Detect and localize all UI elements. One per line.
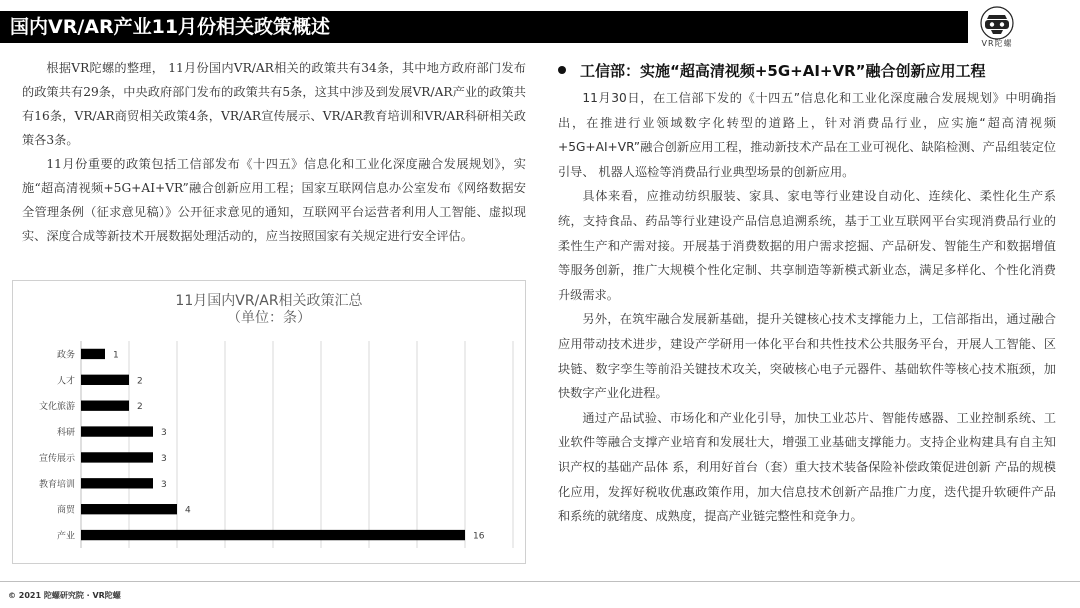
detail-paragraph-2: 具体来看，应推动纺织服装、家具、家电等行业建设自动化、连续化、柔性化生产系统，支持食品、药品等行业建设产品信息追溯系统，基于工业互联网平台实现消费品行业的柔性生产和产需对接。开展基于消费数据的用户需求挖掘、产品研发、智能生产和数据增值等服务创新，推广大规模个性化定制、共享制造等新模式新业态，满足多样化、个性化消费升级需求。: [558, 189, 1056, 302]
bullet-icon: [558, 66, 566, 74]
value-label: 3: [161, 453, 167, 464]
category-label: 宣传展示: [38, 453, 75, 464]
intro-paragraph-1: 根据VR陀螺的整理， 11月份国内VR/AR相关的政策共有34条，其中地方政府部门发布的政策共有29条，中央政府部门发布的政策共有5条，这其中涉及到发展VR/AR产业的政策共有16条，VR/AR商贸相关政策4条，VR/AR宣传展示、VR/AR教育培训和VR/AR科研相关政策各3条。: [22, 61, 526, 147]
vr-headset-logo-icon: [972, 6, 1022, 40]
category-label: 政务: [56, 350, 75, 361]
bar: [81, 401, 129, 411]
bar: [81, 426, 153, 436]
title-bar: [0, 11, 968, 43]
value-label: 2: [137, 376, 143, 387]
category-label: 人才: [56, 376, 75, 387]
bar: [81, 530, 465, 540]
bar: [81, 504, 177, 514]
bar: [81, 478, 153, 488]
value-label: 3: [161, 428, 167, 439]
value-label: 3: [161, 479, 167, 490]
intro-paragraph-2: 11月份重要的政策包括工信部发布《十四五》信息化和工业化深度融合发展规划》，实施“超高清视频+5G+AI+VR”融合创新应用工程；国家互联网信息办公室发布《网络数据安全管理条例（征求意见稿）》公开征求意见的通知，互联网平台运营者利用人工智能、虚拟现实、深度合成等新技术开展数据处理活动的，应当按照国家有关规定进行安全评估。: [22, 157, 526, 243]
intro-text: [22, 56, 526, 248]
footer-copyright: © 2021 陀螺研究院 · VR陀螺: [8, 591, 121, 600]
category-label: 科研: [56, 428, 75, 439]
detail-section: [558, 60, 1056, 529]
chart-subtitle: （单位：条）: [227, 310, 311, 326]
category-label: 文化旅游: [38, 402, 75, 413]
detail-paragraph-4: 通过产品试验、市场化和产业化引导，加快工业芯片、智能传感器、工业控制系统、工业软件等融合支撑产业培育和发展壮大，增强工业基础支撑能力。支持企业构建具有自主知识产权的基础产品体 系，利用好首台（套）重大技术装备保险补偿政策促进创新 产品的规模化应用，发挥好税收优惠政策作用，加大信息技术创新产品推广力度，迭代提升软硬件产品和系统的就绪度、成熟度，提高产业链完整性和竞争力。: [558, 410, 1056, 524]
category-label: 商贸: [56, 505, 75, 516]
page-title: 国内VR/AR产业11月份相关政策概述: [10, 16, 331, 38]
footer-divider: [0, 581, 1080, 582]
detail-paragraph-1: 11月30日，在工信部下发的《十四五”信息化和工业化深度融合发展规划》中明确指出，在推进行业领域数字化转型的道路上，针对消费品行业，应实施“超高清视频+5G+AI+VR”融合创新应用工程，推动新技术产品在工业可视化、缺陷检测、产品组装定位引导、 机器人巡检等消费品行业典型场景的创新应用。: [558, 91, 1056, 179]
logo-text: VR陀螺: [981, 39, 1013, 48]
section-heading: [558, 60, 1056, 82]
chart-svg: [13, 281, 525, 563]
bar: [81, 375, 129, 385]
value-label: 16: [473, 531, 485, 542]
chart-grid: [81, 341, 513, 548]
policy-summary-chart: [12, 280, 526, 564]
bar: [81, 452, 153, 462]
logo: [972, 6, 1022, 50]
category-label: 教育培训: [38, 479, 75, 490]
value-label: 4: [185, 505, 191, 516]
chart-title: 11月国内VR/AR相关政策汇总: [175, 293, 363, 309]
bar: [81, 349, 105, 359]
section-heading-text: 工信部：实施“超高清视频+5G+AI+VR”融合创新应用工程: [580, 62, 986, 80]
category-label: 产业: [56, 531, 75, 542]
value-label: 2: [137, 402, 143, 413]
value-label: 1: [113, 350, 119, 361]
detail-paragraph-3: 另外，在筑牢融合发展新基础，提升关键核心技术支撑能力上，工信部指出，通过融合应用带动技术进步，建设产学研用一体化平台和共性技术公共服务平台，开展人工智能、区块链、数字孪生等前沿关键技术攻关，突破核心电子元器件、基础软件等核心技术瓶颈，加快数字产业化进程。: [558, 312, 1056, 401]
